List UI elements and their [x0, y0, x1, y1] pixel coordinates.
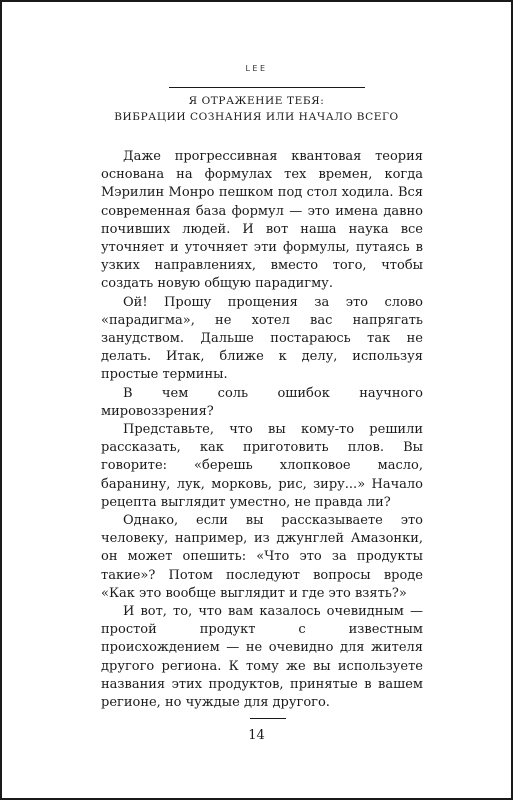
paragraph: Представьте, что вы кому-то решили рассказать, как приготовить плов. Вы говорите: «берешь хлопковое масло, баранину, лук, морковь, рис, зиру...» Начало рецепта выглядит уместно, не правда ли? — [101, 422, 423, 510]
paragraph: И вот, то, что вам казалось очевидным — простой продукт с известным происхождением — не очевидно для жителя другого региона. К тому же вы используете названия этих продуктов, принятые в вашем регионе, но чуждые для другого. — [101, 604, 423, 711]
running-header-chapter-line-2: ВИБРАЦИИ СОЗНАНИЯ ИЛИ НАЧАЛО ВСЕГО — [114, 111, 399, 123]
running-header-chapter-line-1: Я ОТРАЖЕНИЕ ТЕБЯ: — [188, 95, 325, 107]
body-text — [101, 148, 423, 712]
paragraph: В чем соль ошибок научного мировоззрения? — [101, 385, 423, 419]
paragraph: Ой! Прошу прощения за это слово «парадигма», не хотел вас напрягать занудством. Дальше постараюсь так не делать. Итак, ближе к делу, используя простые термины. — [101, 294, 423, 383]
running-header-author: LEE — [245, 64, 268, 73]
paragraph: Однако, если вы рассказываете это человеку, например, из джунглей Амазонки, он может опешить: «Что это за продукты такие»? Потом последуют вопросы вроде «Как это вообще выглядит и где это взять?» — [101, 513, 423, 601]
header-divider — [169, 87, 365, 88]
footer-divider — [250, 718, 286, 719]
page-number: 14 — [248, 728, 265, 743]
paragraph: Даже прогрессивная квантовая теория основана на формулах тех времен, когда Мэрилин Монро пешком под стол ходила. Вся современная база формул — это имена давно почивших людей. И вот наша наука все уточняет и уточняет эти формулы, путаясь в узких направлениях, вместо того, чтобы создать новую общую парадигму. — [101, 149, 423, 292]
